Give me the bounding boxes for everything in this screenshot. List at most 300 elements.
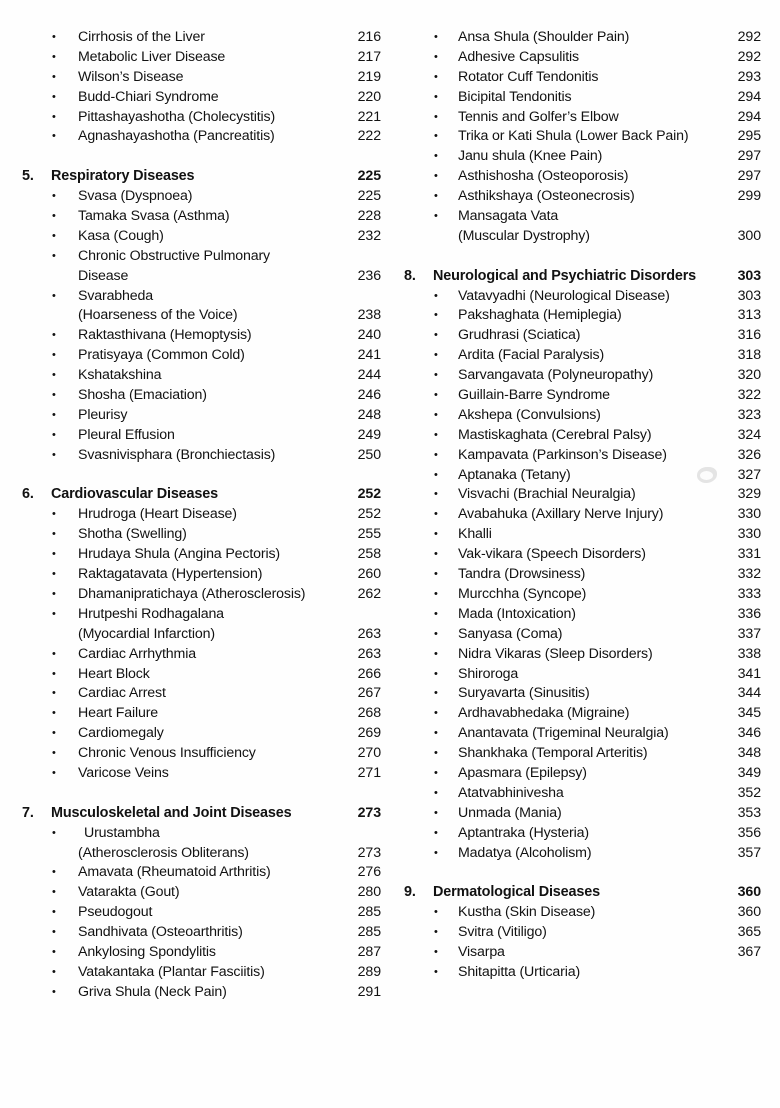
toc-entry[interactable] [390, 645, 780, 665]
bullet-icon: • [434, 309, 438, 322]
toc-entry[interactable] [0, 704, 390, 724]
toc-entry[interactable] [0, 525, 390, 545]
entry-title: Amavata (Rheumatoid Arthritis) [78, 864, 271, 881]
entry-title: Cardiac Arrest [78, 685, 166, 702]
entry-page-number: 267 [357, 685, 381, 702]
toc-entry[interactable] [390, 684, 780, 704]
bullet-icon: • [434, 926, 438, 939]
bullet-icon: • [52, 110, 56, 123]
bullet-icon: • [434, 945, 438, 958]
toc-entry[interactable] [0, 505, 390, 525]
entry-title: Kampavata (Parkinson’s Disease) [458, 446, 667, 463]
bullet-icon: • [52, 906, 56, 919]
toc-entry[interactable] [390, 386, 780, 406]
bullet-icon: • [434, 448, 438, 461]
toc-entry[interactable] [390, 545, 780, 565]
toc-entry[interactable] [390, 28, 780, 48]
toc-entry[interactable] [390, 625, 780, 645]
entry-page-number: 295 [737, 128, 761, 145]
section-title: Musculoskeletal and Joint Diseases [51, 804, 292, 821]
entry-page-number: 240 [357, 327, 381, 344]
bullet-icon: • [434, 707, 438, 720]
bullet-icon: • [52, 229, 56, 242]
bullet-icon: • [434, 488, 438, 501]
bullet-icon: • [434, 647, 438, 660]
toc-entry[interactable] [0, 68, 390, 88]
entry-page-number: 285 [357, 924, 381, 941]
entry-title: Adhesive Capsulitis [458, 48, 579, 65]
entry-page-number: 327 [737, 466, 761, 483]
bullet-icon: • [52, 568, 56, 581]
entry-title: Nidra Vikaras (Sleep Disorders) [458, 645, 653, 662]
toc-entry[interactable] [390, 784, 780, 804]
bullet-icon: • [52, 329, 56, 342]
entry-page-number: 263 [357, 625, 381, 642]
entry-title: Cardiac Arrhythmia [78, 645, 196, 662]
entry-title: Shotha (Swelling) [78, 526, 187, 543]
bullet-icon: • [52, 945, 56, 958]
toc-entry[interactable] [0, 605, 390, 625]
toc-section-heading[interactable] [0, 485, 390, 505]
entry-title: Rotator Cuff Tendonitis [458, 68, 599, 85]
toc-entry-continuation [0, 625, 390, 645]
entry-title: Pleurisy [78, 406, 128, 423]
toc-entry[interactable] [390, 466, 780, 486]
toc-entry[interactable] [390, 724, 780, 744]
bullet-icon: • [52, 428, 56, 441]
toc-entry[interactable] [390, 108, 780, 128]
bullet-icon: • [52, 289, 56, 302]
entry-title: Raktagatavata (Hypertension) [78, 566, 263, 583]
toc-entry[interactable] [390, 704, 780, 724]
toc-entry[interactable] [390, 665, 780, 685]
section-number: 8. [404, 267, 416, 284]
entry-page-number: 336 [737, 605, 761, 622]
toc-entry-continuation [390, 227, 780, 247]
toc-entry[interactable] [0, 346, 390, 366]
toc-entry[interactable] [0, 724, 390, 744]
toc-entry[interactable] [0, 923, 390, 943]
entry-page-number: 348 [737, 745, 761, 762]
toc-entry[interactable] [0, 824, 390, 844]
toc-entry[interactable] [0, 585, 390, 605]
bullet-icon: • [52, 389, 56, 402]
entry-title: Apasmara (Epilepsy) [458, 764, 587, 781]
toc-entry[interactable] [390, 306, 780, 326]
toc-entry[interactable] [390, 824, 780, 844]
bullet-icon: • [52, 707, 56, 720]
entry-title: Avabahuka (Axillary Nerve Injury) [458, 506, 664, 523]
toc-entry[interactable] [390, 167, 780, 187]
toc-entry[interactable] [390, 764, 780, 784]
bullet-icon: • [434, 408, 438, 421]
bullet-icon: • [434, 826, 438, 839]
toc-entry[interactable] [390, 903, 780, 923]
toc-entry[interactable] [0, 764, 390, 784]
entry-title: (Muscular Dystrophy) [458, 227, 590, 244]
entry-title: Shitapitta (Urticaria) [458, 963, 581, 980]
entry-page-number: 276 [357, 864, 381, 881]
entry-title: Visarpa [458, 943, 505, 960]
toc-entry[interactable] [0, 108, 390, 128]
toc-column-right [390, 28, 780, 983]
toc-entry[interactable] [0, 207, 390, 227]
entry-page-number: 303 [737, 287, 761, 304]
entry-page-number: 297 [737, 148, 761, 165]
toc-entry[interactable] [390, 426, 780, 446]
bullet-icon: • [52, 667, 56, 680]
toc-spacer [0, 466, 390, 486]
section-page-number: 273 [357, 804, 381, 821]
entry-page-number: 330 [737, 526, 761, 543]
entry-title: Atatvabhinivesha [458, 784, 564, 801]
toc-entry[interactable] [390, 844, 780, 864]
bullet-icon: • [52, 70, 56, 83]
entry-page-number: 262 [357, 585, 381, 602]
entry-page-number: 320 [737, 367, 761, 384]
entry-page-number: 337 [737, 625, 761, 642]
entry-title: Trika or Kati Shula (Lower Back Pain) [458, 128, 689, 145]
toc-entry[interactable] [390, 207, 780, 227]
entry-title: Guillain-Barre Syndrome [458, 387, 610, 404]
entry-title: Ansa Shula (Shoulder Pain) [458, 29, 630, 45]
toc-entry[interactable] [390, 585, 780, 605]
entry-title: Griva Shula (Neck Pain) [78, 983, 227, 1000]
bullet-icon: • [52, 607, 56, 620]
entry-title: Ardita (Facial Paralysis) [458, 347, 605, 364]
bullet-icon: • [52, 190, 56, 203]
entry-page-number: 294 [737, 88, 761, 105]
toc-entry[interactable] [0, 247, 390, 267]
section-number: 9. [404, 884, 416, 901]
entry-title: Sandhivata (Osteoarthritis) [78, 924, 243, 941]
bullet-icon: • [434, 627, 438, 640]
bullet-icon: • [434, 965, 438, 978]
toc-entry[interactable] [390, 744, 780, 764]
entry-page-number: 329 [737, 486, 761, 503]
toc-spacer [0, 784, 390, 804]
bullet-icon: • [52, 687, 56, 700]
toc-entry[interactable] [0, 227, 390, 247]
entry-page-number: 289 [357, 963, 381, 980]
entry-title: Ankylosing Spondylitis [78, 943, 216, 960]
toc-entry[interactable] [390, 923, 780, 943]
bullet-icon: • [434, 31, 438, 43]
toc-entry[interactable] [0, 426, 390, 446]
toc-entry[interactable] [390, 187, 780, 207]
toc-entry[interactable] [0, 28, 390, 48]
entry-page-number: 352 [737, 784, 761, 801]
bullet-icon: • [52, 528, 56, 541]
entry-page-number: 323 [737, 406, 761, 423]
bullet-icon: • [52, 50, 56, 63]
bullet-icon: • [434, 90, 438, 103]
entry-page-number: 313 [737, 307, 761, 324]
entry-title: Vatarakta (Gout) [78, 884, 180, 901]
entry-title: Vatavyadhi (Neurological Disease) [458, 287, 670, 304]
section-number: 6. [22, 486, 34, 503]
entry-page-number: 222 [357, 128, 381, 145]
toc-section-heading[interactable] [390, 267, 780, 287]
toc-entry[interactable] [390, 943, 780, 963]
entry-page-number: 345 [737, 705, 761, 722]
toc-entry[interactable] [390, 963, 780, 983]
bullet-icon: • [434, 428, 438, 441]
entry-page-number: 269 [357, 725, 381, 742]
entry-title: (Atherosclerosis Obliterans) [78, 844, 249, 861]
entry-title: Sanyasa (Coma) [458, 625, 563, 642]
toc-entry[interactable] [390, 48, 780, 68]
entry-title: Akshepa (Convulsions) [458, 406, 601, 423]
entry-page-number: 360 [737, 904, 761, 921]
toc-entry[interactable] [0, 983, 390, 1003]
entry-title: Chronic Obstructive Pulmonary [78, 247, 270, 264]
section-page-number: 225 [357, 168, 381, 185]
bullet-icon: • [434, 130, 438, 143]
entry-title: Svasnivisphara (Bronchiectasis) [78, 446, 276, 463]
entry-page-number: 346 [737, 725, 761, 742]
toc-entry[interactable] [390, 346, 780, 366]
toc-entry[interactable] [0, 48, 390, 68]
entry-page-number: 326 [737, 446, 761, 463]
entry-page-number: 285 [357, 904, 381, 921]
toc-spacer [0, 147, 390, 167]
toc-entry[interactable] [0, 883, 390, 903]
entry-title: Budd-Chiari Syndrome [78, 88, 219, 105]
bullet-icon: • [434, 389, 438, 402]
entry-title: Vatakantaka (Plantar Fasciitis) [78, 963, 265, 980]
entry-title: (Hoarseness of the Voice) [78, 307, 238, 324]
toc-entry[interactable] [390, 147, 780, 167]
section-page-number: 360 [737, 884, 761, 901]
entry-page-number: 271 [357, 764, 381, 781]
entry-title: Aptantraka (Hysteria) [458, 824, 589, 841]
entry-page-number: 338 [737, 645, 761, 662]
toc-entry[interactable] [0, 446, 390, 466]
toc-entry[interactable] [0, 386, 390, 406]
toc-entry[interactable] [0, 406, 390, 426]
entry-title: Dhamanipratichaya (Atherosclerosis) [78, 585, 306, 602]
bullet-icon: • [434, 727, 438, 740]
entry-title: Murcchha (Syncope) [458, 585, 587, 602]
toc-entry[interactable] [390, 406, 780, 426]
toc-entry[interactable] [0, 127, 390, 147]
toc-entry[interactable] [390, 366, 780, 386]
entry-title: Mada (Intoxication) [458, 605, 576, 622]
entry-title: Shankhaka (Temporal Arteritis) [458, 745, 648, 762]
toc-section-heading[interactable] [0, 804, 390, 824]
entry-page-number: 353 [737, 804, 761, 821]
entry-title: Tamaka Svasa (Asthma) [78, 208, 230, 225]
entry-title: Svasa (Dyspnoea) [78, 188, 193, 205]
entry-title: Hrudroga (Heart Disease) [78, 506, 237, 523]
bullet-icon: • [434, 548, 438, 561]
bullet-icon: • [52, 349, 56, 362]
entry-page-number: 292 [737, 29, 761, 45]
entry-page-number: 248 [357, 406, 381, 423]
toc-entry[interactable] [0, 187, 390, 207]
toc-entry-continuation [0, 267, 390, 287]
toc-section-heading[interactable] [390, 883, 780, 903]
entry-title: Pleural Effusion [78, 426, 175, 443]
bullet-icon: • [52, 210, 56, 223]
section-title: Respiratory Diseases [51, 168, 195, 185]
entry-page-number: 318 [737, 347, 761, 364]
entry-title: Grudhrasi (Sciatica) [458, 327, 581, 344]
entry-title: Madatya (Alcoholism) [458, 844, 592, 861]
bullet-icon: • [434, 607, 438, 620]
entry-title: Asthishosha (Osteoporosis) [458, 168, 629, 185]
bullet-icon: • [434, 110, 438, 123]
toc-entry[interactable] [390, 446, 780, 466]
toc-section-heading[interactable] [0, 167, 390, 187]
toc-entry[interactable] [390, 505, 780, 525]
bullet-icon: • [52, 647, 56, 660]
entry-title: Chronic Venous Insufficiency [78, 745, 256, 762]
toc-entry-continuation [0, 844, 390, 864]
entry-page-number: 255 [357, 526, 381, 543]
bullet-icon: • [434, 508, 438, 521]
entry-title: Mansagata Vata [458, 208, 559, 225]
entry-title: Pittashayashotha (Cholecystitis) [78, 108, 276, 125]
bullet-icon: • [434, 747, 438, 760]
entry-title: Aptanaka (Tetany) [458, 466, 571, 483]
bullet-icon: • [52, 448, 56, 461]
toc-entry[interactable] [390, 326, 780, 346]
toc-entry[interactable] [0, 545, 390, 565]
entry-title: Svarabheda [78, 287, 154, 304]
entry-page-number: 216 [357, 29, 381, 45]
entry-page-number: 217 [357, 48, 381, 65]
toc-entry[interactable] [390, 525, 780, 545]
toc-entry[interactable] [390, 287, 780, 307]
bullet-icon: • [52, 985, 56, 998]
entry-page-number: 273 [357, 844, 381, 861]
entry-page-number: 220 [357, 88, 381, 105]
entry-page-number: 225 [357, 188, 381, 205]
bullet-icon: • [434, 528, 438, 541]
bullet-icon: • [434, 468, 438, 481]
entry-title: Varicose Veins [78, 764, 169, 781]
toc-column-left [0, 28, 390, 1003]
toc-entry[interactable] [0, 326, 390, 346]
toc-entry[interactable] [0, 744, 390, 764]
entry-title: Vak-vikara (Speech Disorders) [458, 546, 646, 563]
section-title: Dermatological Diseases [433, 884, 600, 901]
entry-page-number: 246 [357, 387, 381, 404]
toc-entry[interactable] [390, 804, 780, 824]
entry-page-number: 330 [737, 506, 761, 523]
entry-page-number: 268 [357, 705, 381, 722]
entry-page-number: 297 [737, 168, 761, 185]
toc-spacer [390, 247, 780, 267]
section-number: 7. [22, 804, 34, 821]
bullet-icon: • [52, 727, 56, 740]
entry-title: Hrudaya Shula (Angina Pectoris) [78, 546, 280, 563]
bullet-icon: • [52, 508, 56, 521]
toc-entry[interactable] [390, 605, 780, 625]
entry-page-number: 287 [357, 943, 381, 960]
bullet-icon: • [52, 587, 56, 600]
entry-title: Kshatakshina [78, 367, 162, 384]
toc-entry[interactable] [0, 565, 390, 585]
bullet-icon: • [52, 130, 56, 143]
entry-title: (Myocardial Infarction) [78, 625, 215, 642]
entry-page-number: 241 [357, 347, 381, 364]
entry-title: Shiroroga [458, 665, 519, 682]
section-number: 5. [22, 168, 34, 185]
toc-entry[interactable] [0, 863, 390, 883]
bullet-icon: • [434, 846, 438, 859]
bullet-icon: • [52, 926, 56, 939]
entry-page-number: 365 [737, 924, 761, 941]
section-page-number: 303 [737, 267, 761, 284]
entry-page-number: 300 [737, 227, 761, 244]
entry-page-number: 260 [357, 566, 381, 583]
entry-title: Tennis and Golfer’s Elbow [458, 108, 619, 125]
entry-title: Bicipital Tendonitis [458, 88, 572, 105]
toc-entry[interactable] [390, 127, 780, 147]
entry-page-number: 333 [737, 585, 761, 602]
bullet-icon: • [52, 31, 56, 43]
toc-entry[interactable] [0, 943, 390, 963]
entry-page-number: 367 [737, 943, 761, 960]
entry-title: Disease [78, 267, 129, 284]
bullet-icon: • [52, 965, 56, 978]
toc-entry[interactable] [0, 665, 390, 685]
entry-title: Mastiskaghata (Cerebral Palsy) [458, 426, 652, 443]
entry-title: Cirrhosis of the Liver [78, 29, 205, 45]
bullet-icon: • [434, 210, 438, 223]
toc-entry[interactable] [0, 903, 390, 923]
toc-entry[interactable] [390, 88, 780, 108]
bullet-icon: • [52, 866, 56, 879]
section-page-number: 252 [357, 486, 381, 503]
entry-title: Heart Failure [78, 705, 159, 722]
entry-page-number: 221 [357, 108, 381, 125]
toc-entry[interactable] [0, 645, 390, 665]
entry-page-number: 293 [737, 68, 761, 85]
toc-entry-continuation [0, 306, 390, 326]
entry-page-number: 250 [357, 446, 381, 463]
entry-title: Shosha (Emaciation) [78, 387, 207, 404]
entry-page-number: 238 [357, 307, 381, 324]
entry-page-number: 292 [737, 48, 761, 65]
toc-entry[interactable] [390, 565, 780, 585]
toc-entry[interactable] [390, 68, 780, 88]
entry-title: Khalli [458, 526, 492, 543]
toc-entry[interactable] [0, 963, 390, 983]
entry-page-number: 244 [357, 367, 381, 384]
toc-entry[interactable] [0, 287, 390, 307]
entry-title: Metabolic Liver Disease [78, 48, 226, 65]
toc-entry[interactable] [0, 88, 390, 108]
entry-title: Pakshaghata (Hemiplegia) [458, 307, 622, 324]
toc-entry[interactable] [390, 485, 780, 505]
toc-entry[interactable] [0, 366, 390, 386]
toc-entry[interactable] [0, 684, 390, 704]
bullet-icon: • [434, 329, 438, 342]
entry-title: Asthikshaya (Osteonecrosis) [458, 188, 635, 205]
bullet-icon: • [434, 687, 438, 700]
entry-title: Ardhavabhedaka (Migraine) [458, 705, 630, 722]
entry-page-number: 349 [737, 764, 761, 781]
entry-page-number: 324 [737, 426, 761, 443]
entry-title: Urustambha [84, 824, 160, 841]
bullet-icon: • [434, 369, 438, 382]
entry-title: Sarvangavata (Polyneuropathy) [458, 367, 654, 384]
entry-page-number: 219 [357, 68, 381, 85]
